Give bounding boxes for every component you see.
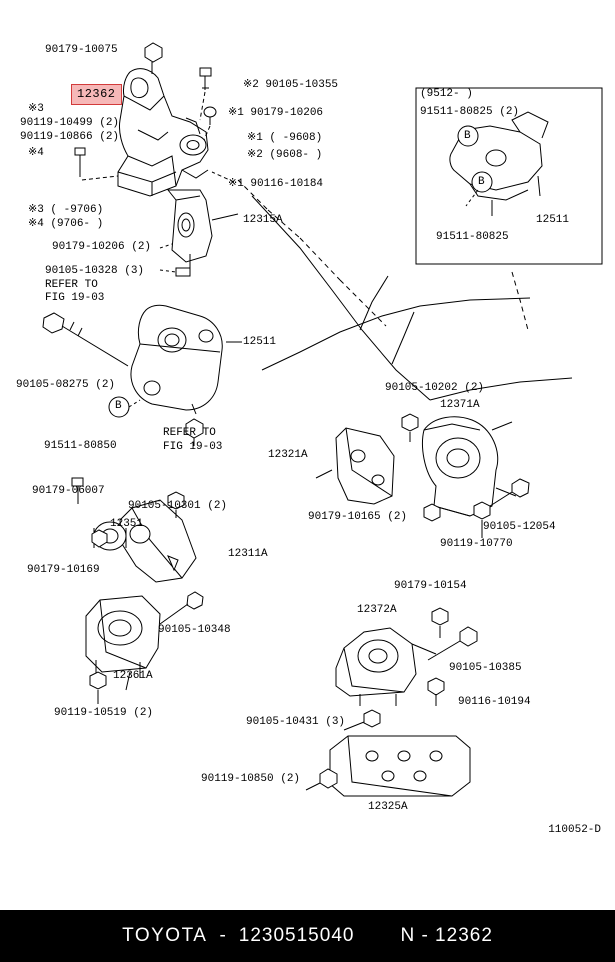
callout-fig-19-03-1: FIG 19-03 (45, 292, 105, 304)
callout-90179-10206-2: 90179-10206 (2) (52, 241, 152, 253)
callout-12372a: 12372A (357, 604, 397, 616)
callout-90119-10770: 90119-10770 (440, 538, 513, 550)
callout-90105-10328: 90105-10328 (3) (45, 265, 145, 277)
callout-90105-10431: 90105-10431 (3) (246, 716, 346, 728)
footer-bar (0, 910, 615, 962)
callout-90116-10194: 90116-10194 (458, 696, 531, 708)
callout-90179-10154: 90179-10154 (394, 580, 467, 592)
part-number: 1230515040 (238, 925, 355, 946)
callout-mark-4: ※4 (28, 147, 44, 159)
callout-12511-main: 12511 (243, 336, 277, 348)
callout-90119-10850: 90119-10850 (2) (201, 773, 301, 785)
callout-mark1-range: ※1 ( -9608) (247, 132, 323, 144)
callout-mark-3: ※3 (28, 103, 44, 115)
callout-90105-10355: ※2 90105-10355 (243, 79, 339, 91)
callout-12361a: 12361A (113, 670, 153, 682)
inset-callout-12511: 12511 (536, 214, 570, 226)
callout-90105-10301: 90105-10301 (2) (128, 500, 228, 512)
callout-90119-10499: 90119-10499 (2) (20, 117, 120, 129)
inset-callout-91511-80825-2: 91511-80825 (2) (420, 106, 520, 118)
callout-90119-10519: 90119-10519 (2) (54, 707, 154, 719)
callout-90105-10348: 90105-10348 (158, 624, 231, 636)
callout-refer-to-2: REFER TO (163, 427, 216, 439)
inset-title: (9512- ) (420, 88, 473, 100)
callout-90179-10075: 90179-10075 (45, 44, 118, 56)
callout-90179-10206: ※1 90179-10206 (228, 107, 324, 119)
callout-12325a: 12325A (368, 801, 408, 813)
callout-refer-to-1: REFER TO (45, 279, 98, 291)
inset-balloon-b-2: B (478, 176, 485, 188)
callout-mark3-range: ※3 ( -9706) (28, 204, 104, 216)
callout-91511-80850: 91511-80850 (44, 440, 117, 452)
callout-90116-10184: ※1 90116-10184 (228, 178, 324, 190)
brand-label: TOYOTA (122, 925, 208, 946)
callout-90105-10202: 90105-10202 (2) (385, 382, 485, 394)
callout-mark4-range: ※4 (9706- ) (28, 218, 104, 230)
callout-12315a: 12315A (243, 214, 283, 226)
callout-90119-10866: 90119-10866 (2) (20, 131, 120, 143)
callout-90105-10385: 90105-10385 (449, 662, 522, 674)
balloon-b-main: B (115, 400, 122, 412)
callout-12311a: 12311A (228, 548, 268, 560)
callout-90179-10169: 90179-10169 (27, 564, 100, 576)
callout-90105-12054: 90105-12054 (483, 521, 556, 533)
callout-fig-19-03-2: FIG 19-03 (163, 441, 223, 453)
callout-90179-10165: 90179-10165 (2) (308, 511, 408, 523)
inset-balloon-b-1: B (464, 130, 471, 142)
callout-12321a: 12321A (268, 449, 308, 461)
highlighted-part-number[interactable]: 12362 (71, 84, 122, 105)
callout-12371a: 12371A (440, 399, 480, 411)
part-code: N - 12362 (400, 925, 493, 946)
separator: - (219, 925, 227, 946)
inset-callout-91511-80825: 91511-80825 (436, 231, 509, 243)
callout-12351: 12351 (110, 518, 144, 530)
drawing-code: 110052-D (548, 824, 601, 836)
callout-90179-06007: 90179-06007 (32, 485, 105, 497)
callout-mark2-range: ※2 (9608- ) (247, 149, 323, 161)
callout-90105-08275: 90105-08275 (2) (16, 379, 116, 391)
